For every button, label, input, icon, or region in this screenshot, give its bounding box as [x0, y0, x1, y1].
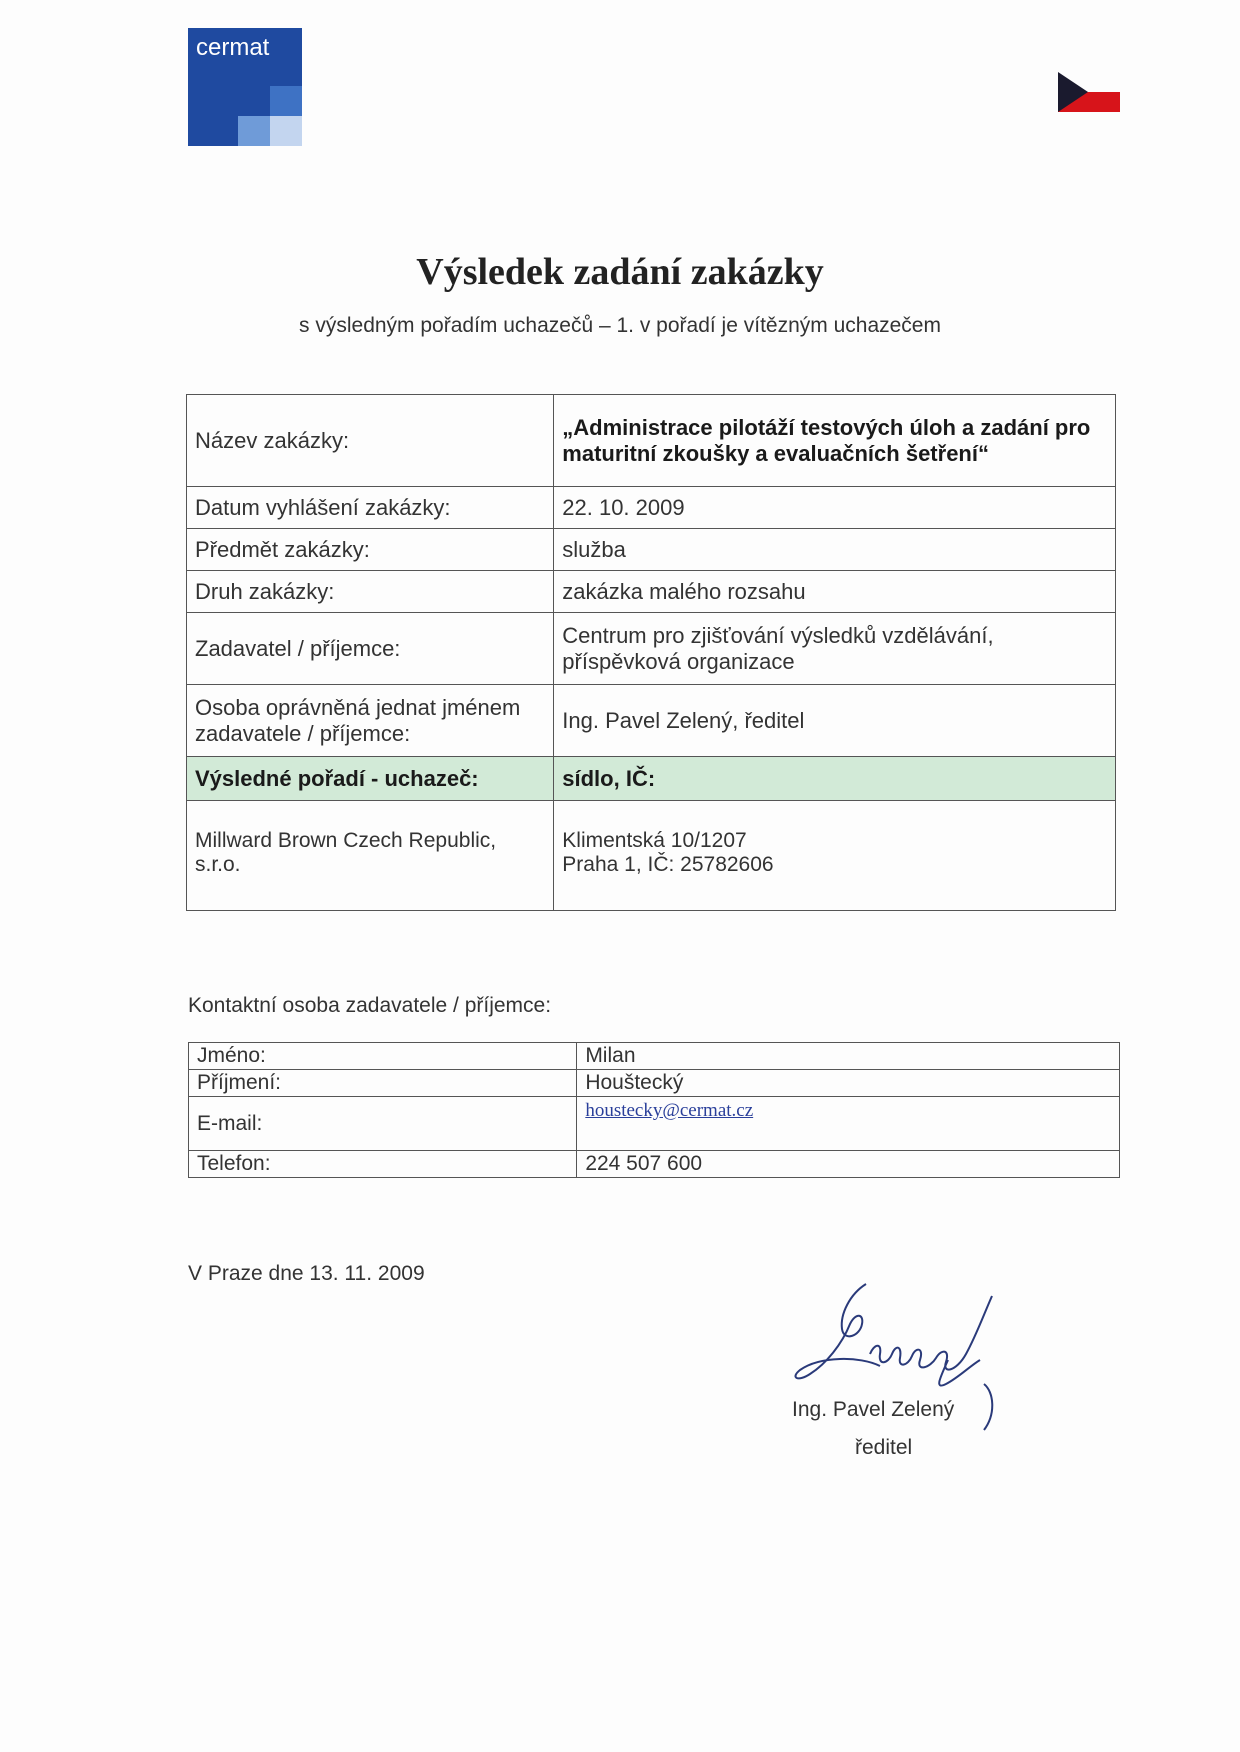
row-value: Centrum pro zjišťování výsledků vzdělávání, příspěvková organizace [554, 613, 1116, 685]
document-subtitle: s výsledným pořadím uchazečů – 1. v pořadí je vítězným uchazečem [299, 314, 941, 337]
row-value: 22. 10. 2009 [554, 487, 1116, 529]
signer-name: Ing. Pavel Zelený [792, 1398, 955, 1421]
row-value: Ing. Pavel Zelený, ředitel [554, 685, 1116, 757]
tender-details-table [186, 394, 1116, 911]
row-label: Zadavatel / příjemce: [187, 613, 554, 685]
winner-row [187, 801, 1116, 911]
row-label: Datum vyhlášení zakázky: [187, 487, 554, 529]
place-and-date: V Praze dne 13. 11. 2009 [188, 1262, 425, 1285]
winner-name [187, 801, 554, 911]
document-title: Výsledek zadání zakázky [416, 251, 824, 293]
row-label: Druh zakázky: [187, 571, 554, 613]
table-row [189, 1097, 1120, 1151]
table-row [187, 685, 1116, 757]
table-row [189, 1151, 1120, 1178]
contact-label: E-mail: [189, 1097, 577, 1151]
table-row [189, 1043, 1120, 1070]
winner-address-line: Klimentská 10/1207 [562, 829, 747, 852]
winner-address [554, 801, 1116, 911]
table-row [189, 1070, 1120, 1097]
contact-value: Houštecký [577, 1070, 1120, 1097]
results-header-value: sídlo, IČ: [554, 757, 1116, 801]
winner-name-line: s.r.o. [195, 853, 241, 876]
row-value: „Administrace pilotáží testových úloh a zadání pro maturitní zkoušky a evaluačních šetření“ [554, 395, 1116, 487]
row-value: služba [554, 529, 1116, 571]
row-label: Název zakázky: [187, 395, 554, 487]
row-value: zakázka malého rozsahu [554, 571, 1116, 613]
contact-table [188, 1042, 1120, 1178]
cermat-logo [188, 28, 302, 146]
table-row [187, 487, 1116, 529]
table-row [187, 571, 1116, 613]
row-label: Předmět zakázky: [187, 529, 554, 571]
logo-text: cermat [196, 34, 270, 61]
contact-value: 224 507 600 [577, 1151, 1120, 1178]
czech-flag-icon [1058, 72, 1120, 112]
table-row [187, 529, 1116, 571]
logo-square [238, 116, 270, 146]
results-header-label: Výsledné pořadí - uchazeč: [187, 757, 554, 801]
contact-label: Příjmení: [189, 1070, 577, 1097]
contact-value [577, 1097, 1120, 1151]
table-row [187, 395, 1116, 487]
table-row [187, 613, 1116, 685]
row-label: Osoba oprávněná jednat jménem zadavatele / příjemce: [187, 685, 554, 757]
results-header-row [187, 757, 1116, 801]
contact-label: Telefon: [189, 1151, 577, 1178]
winner-address-line: Praha 1, IČ: 25782606 [562, 853, 774, 876]
contact-section-label: Kontaktní osoba zadavatele / příjemce: [188, 994, 552, 1017]
signer-role: ředitel [855, 1436, 913, 1459]
contact-value: Milan [577, 1043, 1120, 1070]
logo-square [270, 116, 302, 146]
winner-name-line: Millward Brown Czech Republic, [195, 829, 497, 852]
contact-label: Jméno: [189, 1043, 577, 1070]
email-link[interactable]: houstecky@cermat.cz [585, 1100, 754, 1121]
